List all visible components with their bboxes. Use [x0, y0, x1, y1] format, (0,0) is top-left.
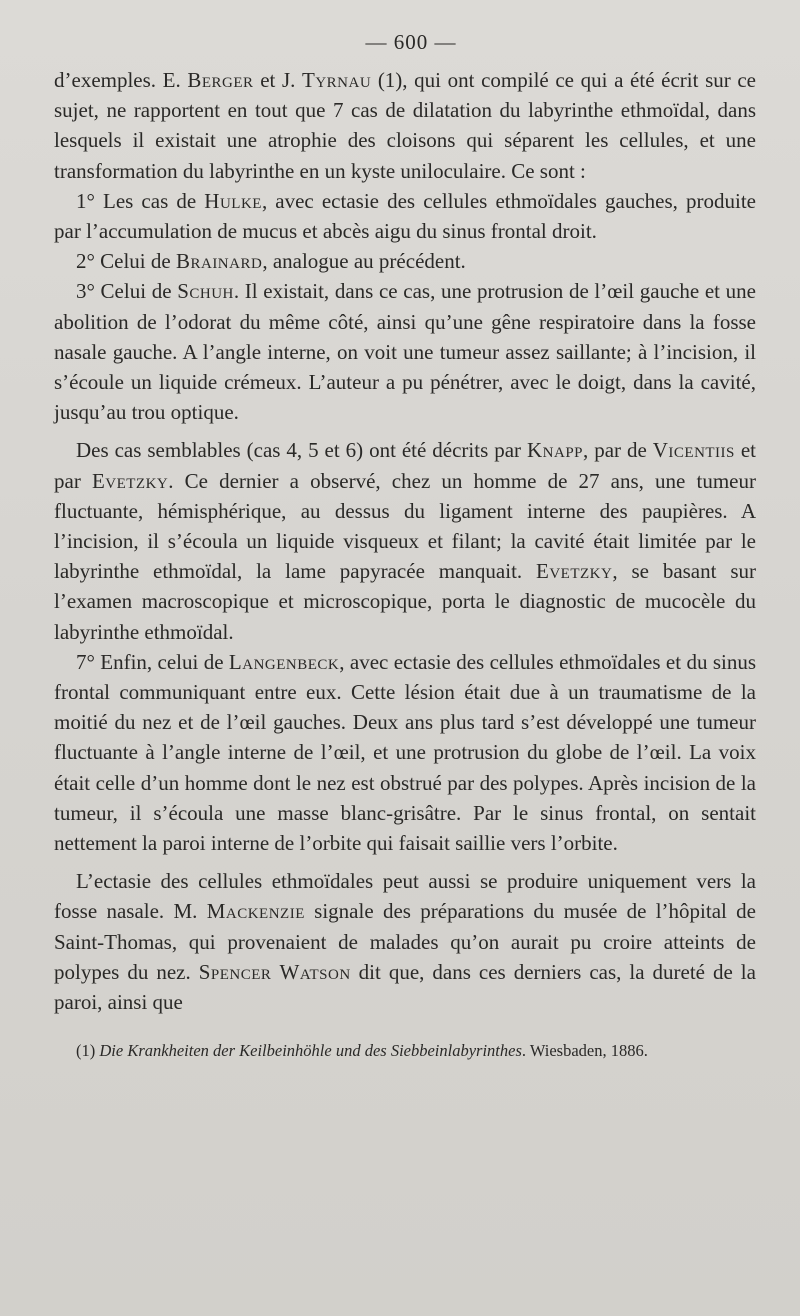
text-run: , par de	[583, 438, 653, 463]
paragraph-3	[54, 276, 756, 427]
footnote-title: Die Krankheiten der Keilbeinhöhle und des Siebbeinlabyrinthes	[99, 1041, 522, 1061]
text-run: 2° Celui de	[76, 249, 176, 274]
author-name: Knapp	[526, 438, 583, 463]
text-run: , analogue au précédent.	[262, 249, 466, 274]
text-run: . Ce dernier a observé, chez un homme de 27 ans, une tumeur fluctuante, hémisphérique, au dessus du ligament interne des paupières. A l’incision, il s’écoula un liquide visqueux et filant; la cavité était limitée par le labyrinthe ethmoïdal, la lame papyracée manquait.	[54, 468, 756, 584]
text-run: 7° Enfin, celui de	[76, 649, 229, 674]
text-run: dit que, dans ces derniers cas, la dureté de la paroi, ainsi que	[54, 959, 756, 1015]
page-number: — 600 —	[365, 30, 457, 54]
text-run: L’ectasie des cellules ethmoïdales peut aussi se produire uniquement vers la fosse nasale. M.	[54, 869, 756, 924]
author-name: Schuh	[177, 279, 234, 304]
paragraph-2	[54, 246, 756, 276]
author-name: Evetzky	[91, 468, 169, 493]
footnote-marker: (1)	[76, 1041, 100, 1061]
footnote	[54, 1039, 756, 1063]
text-run: 1° Les cas de	[76, 188, 205, 213]
paragraph-0	[54, 65, 756, 186]
text-run: , avec ectasie des cellules ethmoïdales et du sinus frontal communiquant entre eux. Cette lésion était due à un traumatisme de la moitié du nez et de l’œil gauches. Deux ans plus tard s’est développé une tumeur fluctuante à l’angle interne de l’œil, et une protrusion du globe de l’œil. La voix était celle d’un homme dont le nez est obstrué par des polypes. Après incision de la tumeur, il s’écoula une masse blanc-grisâtre. Par le sinus frontal, on sentait nettement la paroi interne de l’orbite qui faisait saillie vers l’orbite.	[54, 649, 756, 856]
author-name: Berger	[187, 68, 254, 92]
author-name: Brainard	[175, 249, 263, 274]
text-run: 3° Celui de	[76, 279, 178, 304]
text-run: , avec ectasie des cellules ethmoïdales gauches, produite par l’accumulation de mucus et abcès aigu du sinus frontal droit.	[54, 188, 756, 244]
author-name: Evetzky	[536, 559, 613, 584]
text-run: (1), qui ont compilé ce qui a été écrit sur ce sujet, ne rapportent en tout que 7 cas de dilatation du labyrinthe ethmoïdal, dans lesquels il existait une atrophie des cloisons qui séparent les cellules, et une transformation du labyrinthe en un kyste uniloculaire. Ce sont :	[54, 68, 756, 183]
paragraph-4	[54, 435, 756, 646]
author-name: Tyrnau	[302, 68, 372, 92]
footnote-rest: . Wiesbaden, 1886.	[521, 1041, 648, 1061]
text-run: signale des préparations du musée de l’hôpital de Saint-Thomas, qui provenaient de malades qu’on aurait pu croire atteints de polypes du nez.	[54, 899, 756, 984]
body-text	[54, 65, 756, 1017]
paragraph-6	[54, 866, 756, 1017]
text-run: et J.	[253, 68, 303, 92]
text-run: , se basant sur l’examen macroscopique et microscopique, porta le diagnostic de mucocèle du labyrinthe ethmoïdal.	[54, 559, 756, 644]
author-name: Vicentiis	[652, 438, 735, 463]
author-name: Spencer Watson	[198, 959, 351, 984]
author-name: Hulke	[204, 188, 262, 213]
paragraph-1	[54, 186, 756, 246]
author-name: Langenbeck	[228, 649, 340, 674]
text-run: d’exemples. E.	[54, 68, 188, 92]
text-run: Des cas semblables (cas 4, 5 et 6) ont été décrits par	[76, 438, 527, 463]
author-name: Mackenzie	[206, 899, 305, 924]
text-run: et par	[54, 438, 756, 493]
text-run: . Il existait, dans ce cas, une protrusion de l’œil gauche et une abolition de l’odorat du même côté, ainsi qu’une gêne respiratoire dans la fosse nasale gauche. A l’angle interne, on voit une tumeur assez saillante; à l’incision, il s’écoule un liquide crémeux. L’auteur a pu pénétrer, avec le doigt, dans la cavité, jusqu’au trou optique.	[54, 279, 756, 425]
paragraph-5	[54, 647, 756, 858]
